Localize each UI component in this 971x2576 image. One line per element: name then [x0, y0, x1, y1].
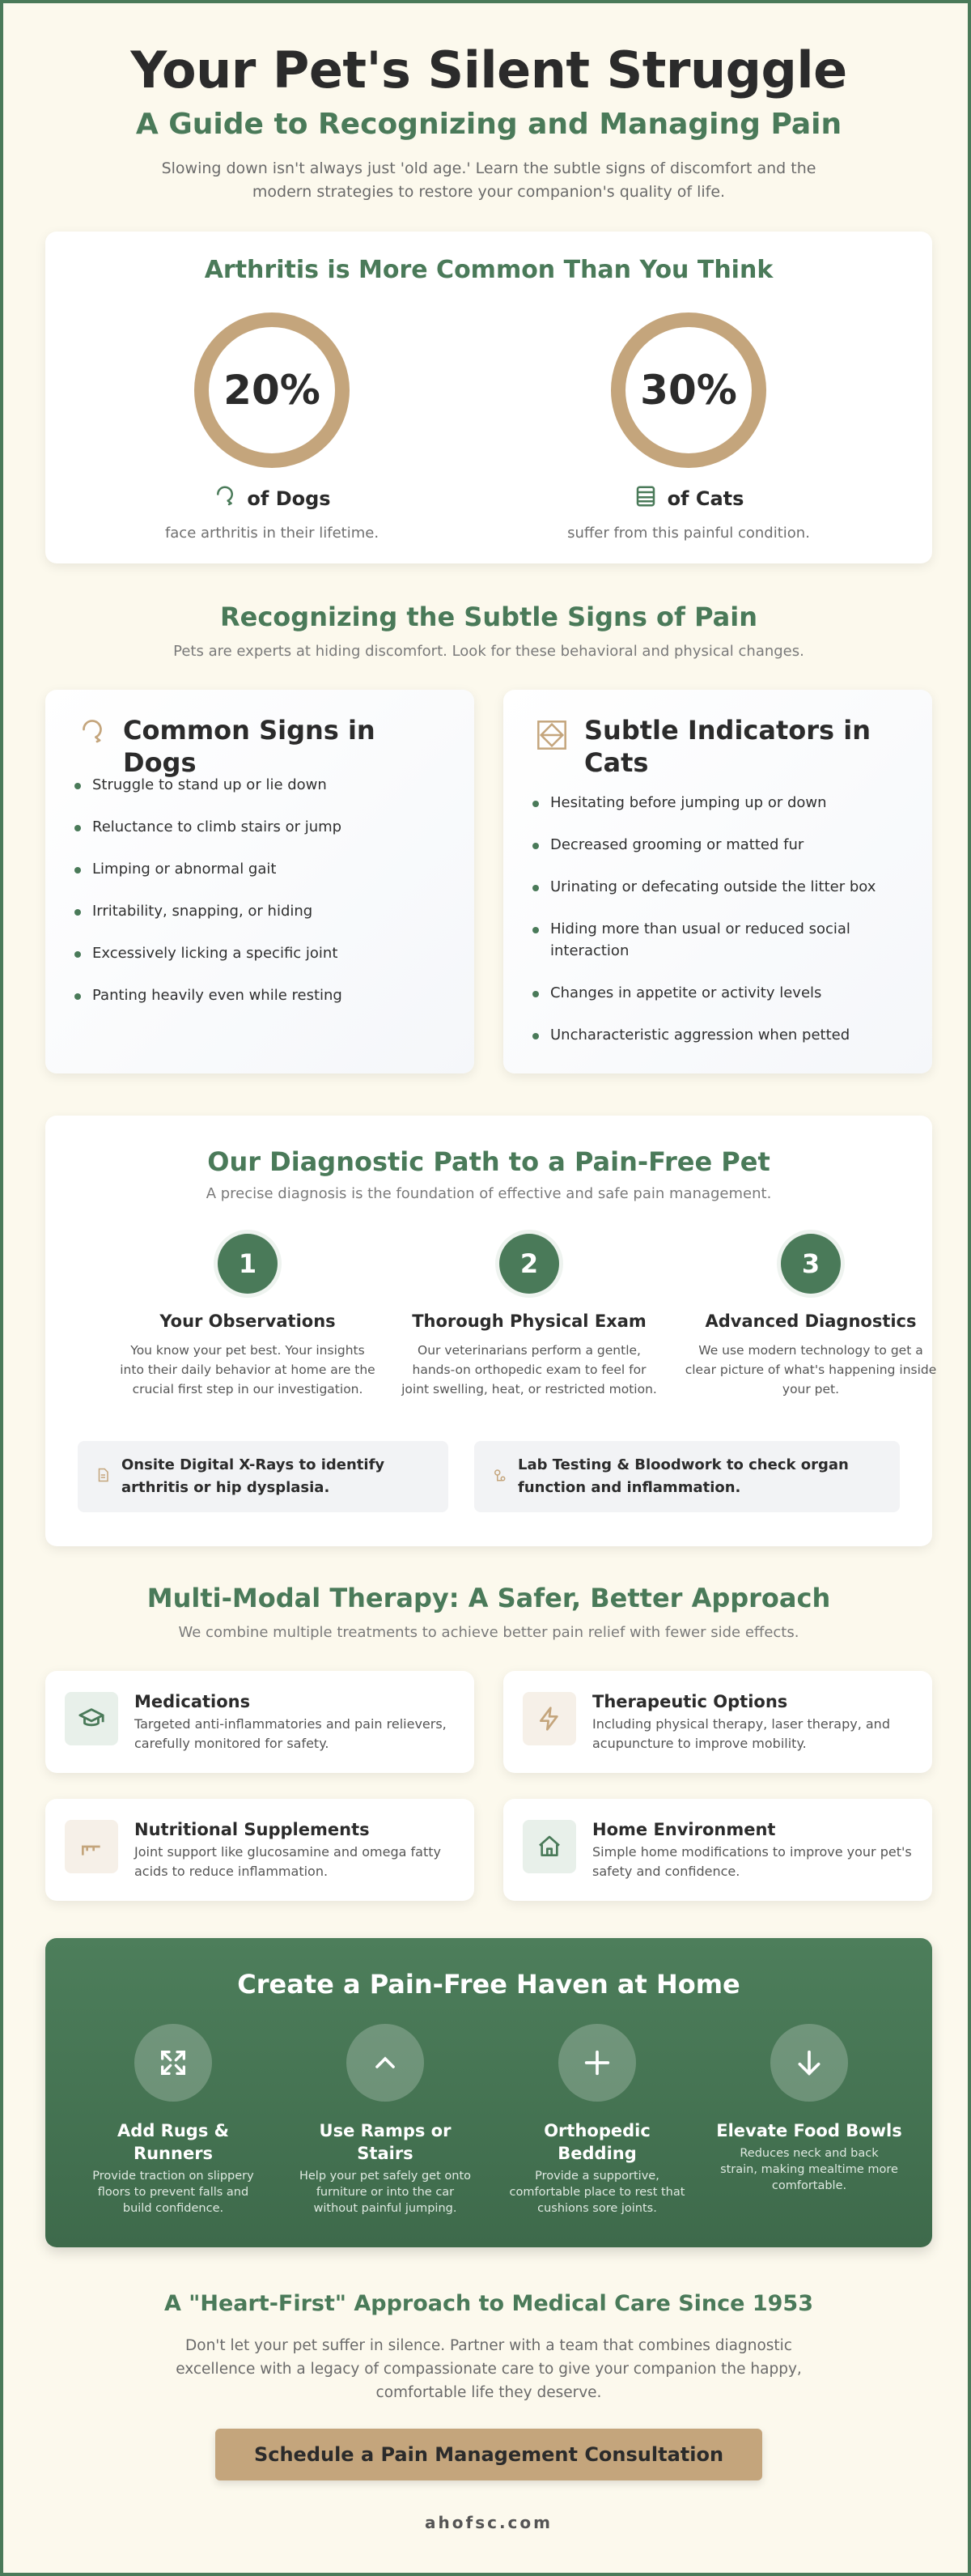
therapy-card-medications	[45, 1671, 474, 1773]
arthritis-title: Arthritis is More Common Than You Think	[204, 256, 774, 284]
step-number: 3	[781, 1234, 841, 1294]
step-text: Our veterinarians perform a gentle, hands-on orthopedic exam to feel for joint swelling, heat, or restricted motion.	[401, 1343, 657, 1396]
therapy-card-home	[503, 1799, 932, 1901]
chevron-up-icon	[346, 2024, 424, 2102]
haven-item-bowls	[714, 2024, 905, 2194]
therapy-subtitle: We combine multiple treatments to achieve better pain relief with fewer side effects.	[178, 1624, 799, 1641]
xray-text: Onsite Digital X-Rays to identify arthritis or hip dysplasia.	[121, 1456, 385, 1496]
page-subtitle: A Guide to Recognizing and Managing Pain	[135, 108, 842, 141]
list-item: Struggle to stand up or lie down	[74, 774, 445, 796]
footer-text: Don't let your pet suffer in silence. Partner with a team that combines diagnostic excellence with a legacy of compassionate care to give your companion the happy, comfortable life they deserve.	[176, 2337, 802, 2401]
cat-icon	[634, 484, 658, 513]
list-item: Limping or abnormal gait	[74, 858, 445, 880]
header	[45, 37, 932, 204]
stat-ring	[611, 312, 766, 468]
bowl-icon	[65, 1820, 118, 1873]
therapy-card-text: Targeted anti-inflammatories and pain relievers, carefully monitored for safety.	[134, 1716, 447, 1751]
xray-box	[78, 1441, 448, 1512]
therapy-card-text: Joint support like glucosamine and omega fatty acids to reduce inflammation.	[134, 1844, 441, 1879]
therapy-card-title: Nutritional Supplements	[134, 1820, 370, 1839]
step-advanced-diagnostics	[673, 1234, 948, 1399]
therapy-card-therapeutic	[503, 1671, 932, 1773]
therapy-card-text: Including physical therapy, laser therapy, and acupuncture to improve mobility.	[592, 1716, 890, 1751]
lab-box	[474, 1441, 900, 1512]
haven-section	[45, 1938, 932, 2247]
dog-signs-title: Common Signs in Dogs	[123, 715, 375, 778]
cat-signs-card	[503, 690, 932, 1073]
step-observations	[110, 1234, 385, 1399]
therapy-card-text: Simple home modifications to improve your pet's safety and confidence.	[592, 1844, 912, 1879]
haven-item-title: Add Rugs & Runners	[117, 2121, 229, 2163]
haven-item-rugs	[78, 2024, 269, 2217]
signs-subtitle: Pets are experts at hiding discomfort. Look for these behavioral and physical changes.	[173, 643, 804, 660]
home-icon	[523, 1820, 576, 1873]
therapy-title: Multi-Modal Therapy: A Safer, Better Approach	[146, 1583, 831, 1613]
therapy-card-title: Medications	[134, 1692, 251, 1711]
step-title: Thorough Physical Exam	[412, 1311, 647, 1331]
therapy-card-supplements	[45, 1799, 474, 1901]
list-item: Uncharacteristic aggression when petted	[532, 1024, 903, 1046]
haven-item-text: Provide a supportive, comfortable place to rest that cushions sore joints.	[509, 2170, 685, 2215]
step-text: You know your pet best. Your insights into their daily behavior at home are the crucial first step in our investigation.	[120, 1343, 375, 1396]
cat-icon	[536, 719, 568, 755]
diagnostic-title: Our Diagnostic Path to a Pain-Free Pet	[207, 1146, 770, 1177]
step-title: Your Observations	[159, 1311, 336, 1331]
stat-ring	[194, 312, 350, 468]
stat-label: of Dogs	[247, 487, 331, 510]
lab-icon	[492, 1468, 507, 1486]
footer-title: A "Heart-First" Approach to Medical Care Since 1953	[164, 2291, 813, 2316]
list-item: Hiding more than usual or reduced social interaction	[532, 918, 903, 962]
cat-signs-list	[532, 792, 903, 1066]
haven-item-text: Provide traction on slippery floors to prevent falls and build confidence.	[92, 2170, 254, 2215]
lab-text: Lab Testing & Bloodwork to check organ function and inflammation.	[518, 1456, 849, 1496]
stat-sub: suffer from this painful condition.	[567, 525, 810, 542]
list-item: Excessively licking a specific joint	[74, 942, 445, 964]
therapy-header	[45, 1580, 932, 1641]
list-item: Panting heavily even while resting	[74, 984, 445, 1006]
page-title: Your Pet's Silent Struggle	[130, 40, 847, 100]
list-item: Decreased grooming or matted fur	[532, 834, 903, 856]
step-number: 2	[499, 1234, 559, 1294]
intro-text: Slowing down isn't always just 'old age.' Learn the subtle signs of discomfort and the modern strategies to restore your companion's quality of life.	[161, 159, 816, 201]
step-number: 1	[218, 1234, 278, 1294]
arthritis-card	[45, 232, 932, 563]
signs-header	[45, 599, 932, 660]
cat-stat	[519, 312, 859, 542]
haven-title: Create a Pain-Free Haven at Home	[237, 1969, 740, 2000]
signs-title: Recognizing the Subtle Signs of Pain	[219, 601, 757, 632]
therapy-card-title: Therapeutic Options	[592, 1692, 788, 1711]
haven-item-text: Reduces neck and back strain, making mealtime more comfortable.	[720, 2147, 898, 2192]
arrow-down-icon	[770, 2024, 848, 2102]
schedule-consultation-button[interactable]: Schedule a Pain Management Consultation	[215, 2429, 762, 2480]
step-physical-exam	[392, 1234, 667, 1399]
step-title: Advanced Diagnostics	[705, 1311, 917, 1331]
list-item: Urinating or defecating outside the litter box	[532, 876, 903, 898]
lightning-icon	[523, 1692, 576, 1745]
stat-label: of Cats	[667, 487, 744, 510]
list-item: Reluctance to climb stairs or jump	[74, 816, 445, 838]
list-item: Changes in appetite or activity levels	[532, 982, 903, 1004]
diagnostic-card	[45, 1116, 937, 1546]
site-url[interactable]: ahofsc.com	[425, 2513, 553, 2532]
dog-signs-card	[45, 690, 474, 1073]
cat-signs-title: Subtle Indicators in Cats	[584, 715, 871, 778]
stat-value: 20%	[223, 367, 320, 414]
haven-item-text: Help your pet safely get onto furniture or into the car without painful jumping.	[299, 2170, 472, 2215]
dog-stat	[102, 312, 442, 542]
graduation-cap-icon	[65, 1692, 118, 1745]
therapy-card-title: Home Environment	[592, 1820, 776, 1839]
list-item: Hesitating before jumping up or down	[532, 792, 903, 814]
haven-item-title: Use Ramps or Stairs	[319, 2121, 452, 2163]
document-icon	[95, 1468, 110, 1486]
haven-item-ramps	[290, 2024, 481, 2217]
dog-icon	[213, 484, 237, 513]
dog-icon	[78, 717, 107, 750]
expand-icon	[134, 2024, 212, 2102]
plus-icon	[558, 2024, 636, 2102]
list-item: Irritability, snapping, or hiding	[74, 900, 445, 922]
stat-sub: face arthritis in their lifetime.	[164, 525, 379, 542]
diagnostic-subtitle: A precise diagnosis is the foundation of effective and safe pain management.	[206, 1185, 772, 1202]
dog-signs-list	[74, 774, 445, 1027]
step-text: We use modern technology to get a clear picture of what's happening inside your pet.	[685, 1343, 937, 1396]
haven-item-title: Elevate Food Bowls	[716, 2121, 902, 2140]
haven-item-bedding	[502, 2024, 693, 2217]
haven-item-title: Orthopedic Bedding	[544, 2121, 651, 2163]
stat-value: 30%	[640, 367, 737, 414]
footer	[45, 2291, 932, 2532]
